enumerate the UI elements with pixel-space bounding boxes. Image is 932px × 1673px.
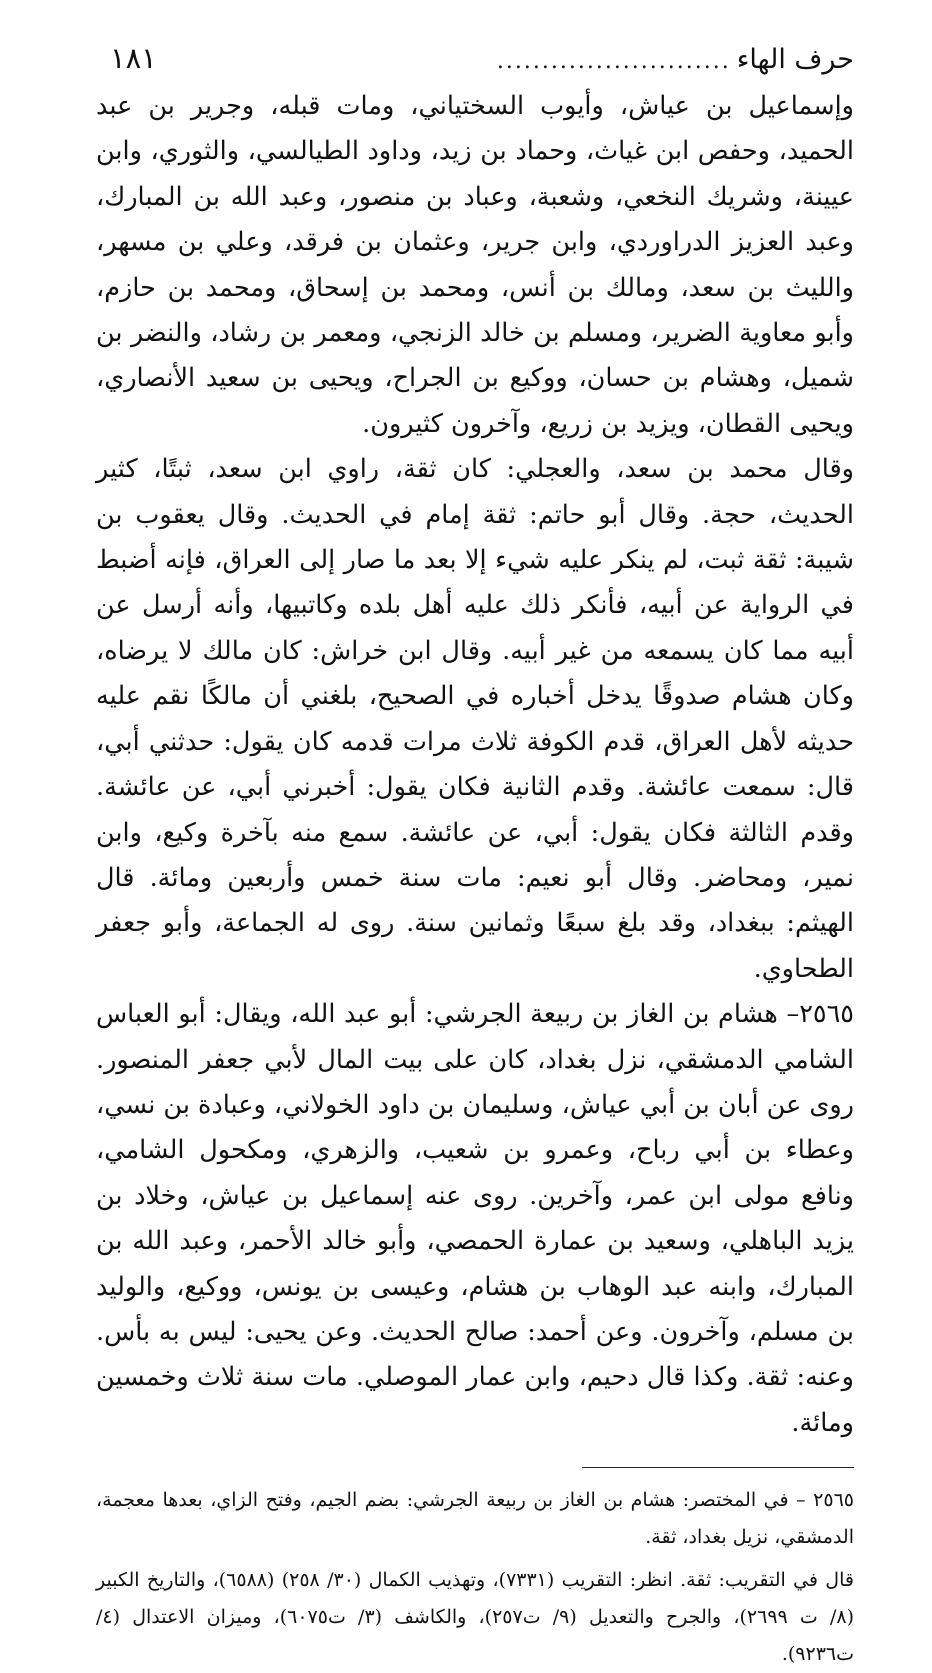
footnotes xyxy=(96,1482,854,1673)
footnote-references: قال في التقريب: ثقة. انظر: التقريب (٧٣٣١)، وتهذيب الكمال (٣٠/ ٢٥٨) (٦٥٨٨)، والتاريخ الكبير (٨/ ت ٢٦٩٩)، والجرح والتعديل (٩/ ت٢٥٧)، والكاشف (٣/ ت٦٠٧٥)، وميزان الاعتدال (٤/ ت٩٢٣٦). xyxy=(96,1569,855,1666)
main-text xyxy=(96,84,854,1446)
paragraph-narrators: وإسماعيل بن عياش، وأيوب السختياني، ومات قبله، وجرير بن عبد الحميد، وحفص ابن غياث، وحماد بن زيد، وداود الطيالسي، والثوري، وابن عيينة، وشريك النخعي، وشعبة، وعباد بن منصور، وعبد الله بن المبارك، وعبد العزيز الدراوردي، وابن جرير، وعثمان بن فرقد، وعلي بن مسهر، والليث بن سعد، ومالك بن أنس، ومحمد بن إسحاق، ومحمد بن حازم، وأبو معاوية الضرير، ومسلم بن خالد الزنجي، ومعمر بن رشاد، والنضر بن شميل، وهشام بن حسان، ووكيع بن الجراح، ويحيى بن سعيد الأنصاري، ويحيى القطان، ويزيد بن زريع، وآخرون كثيرون. xyxy=(96,91,854,439)
paragraph-opinions: وقال محمد بن سعد، والعجلي: كان ثقة، راوي ابن سعد، ثبتًا، كثير الحديث، حجة. وقال أبو حاتم: ثقة إمام في الحديث. وقال يعقوب بن شيبة: ثقة ثبت، لم ينكر عليه شيء إلا بعد ما صار إلى العراق، فإنه أضبط في الرواية عن أبيه، فأنكر ذلك عليه أهل بلده وكاتبيها، وأنه أرسل عن أبيه مما كان يسمعه من غير أبيه. وقال ابن خراش: كان مالك لا يرضاه، وكان هشام صدوقًا يدخل أخباره في الصحيح، بلغني أن مالكًا نقم عليه حديثه لأهل العراق، قدم الكوفة ثلاث مرات قدمه كان يقول: حدثني أبي، قال: سمعت عائشة. وقدم الثانية فكان يقول: أخبرني أبي، عن عائشة. وقدم الثالثة فكان يقول: أبي، عن عائشة. سمع منه بآخرة وكيع، وابن نمير، ومحاضر. وقال أبو نعيم: مات سنة خمس وأربعين ومائة. قال الهيثم: ببغداد، وقد بلغ سبعًا وثمانين سنة. روى له الجماعة، وأبو جعفر الطحاوي. xyxy=(96,454,854,984)
leader-dots: .......................... xyxy=(496,49,731,74)
running-title xyxy=(497,40,854,82)
paragraph-entry-2565: ٢٥٦٥– هشام بن الغاز بن ربيعة الجرشي: أبو عبد الله، ويقال: أبو العباس الشامي الدمشقي، نزل بغداد، كان على بيت المال لأبي جعفر المنصور. روى عن أبان بن أبي عياش، وسليمان بن داود الخولاني، وعبادة بن نسي، وعطاء بن أبي رباح، وعمرو بن شعيب، والزهري، ومكحول الشامي، ونافع مولى ابن عمر، وآخرين. روى عنه إسماعيل بن عياش، وخلاد بن يزيد الباهلي، وسعيد بن عمارة الحمصي، وأبو خالد الأحمر، وعبد الله بن المبارك، وابنه عبد الوهاب بن هشام، وعيسى بن يونس، ووكيع، والوليد بن مسلم، وآخرون. وعن أحمد: صالح الحديث. وعن يحيى: ليس به بأس. وعنه: ثقة. وكذا قال دحيم، وابن عمار الموصلي. مات سنة ثلاث وخمسين ومائة. xyxy=(96,999,854,1438)
chapter-title: حرف الهاء xyxy=(736,44,854,75)
page-header xyxy=(96,38,854,82)
footnote-summary: ٢٥٦٥ – في المختصر: هشام بن الغاز بن ربيعة الجرشي: بضم الجيم، وفتح الزاي، بعدها معجمة، الدمشقي، نزيل بغداد، ثقة. xyxy=(96,1489,854,1549)
page-number: ١٨١ xyxy=(110,41,157,75)
footnote-divider xyxy=(582,1467,854,1468)
